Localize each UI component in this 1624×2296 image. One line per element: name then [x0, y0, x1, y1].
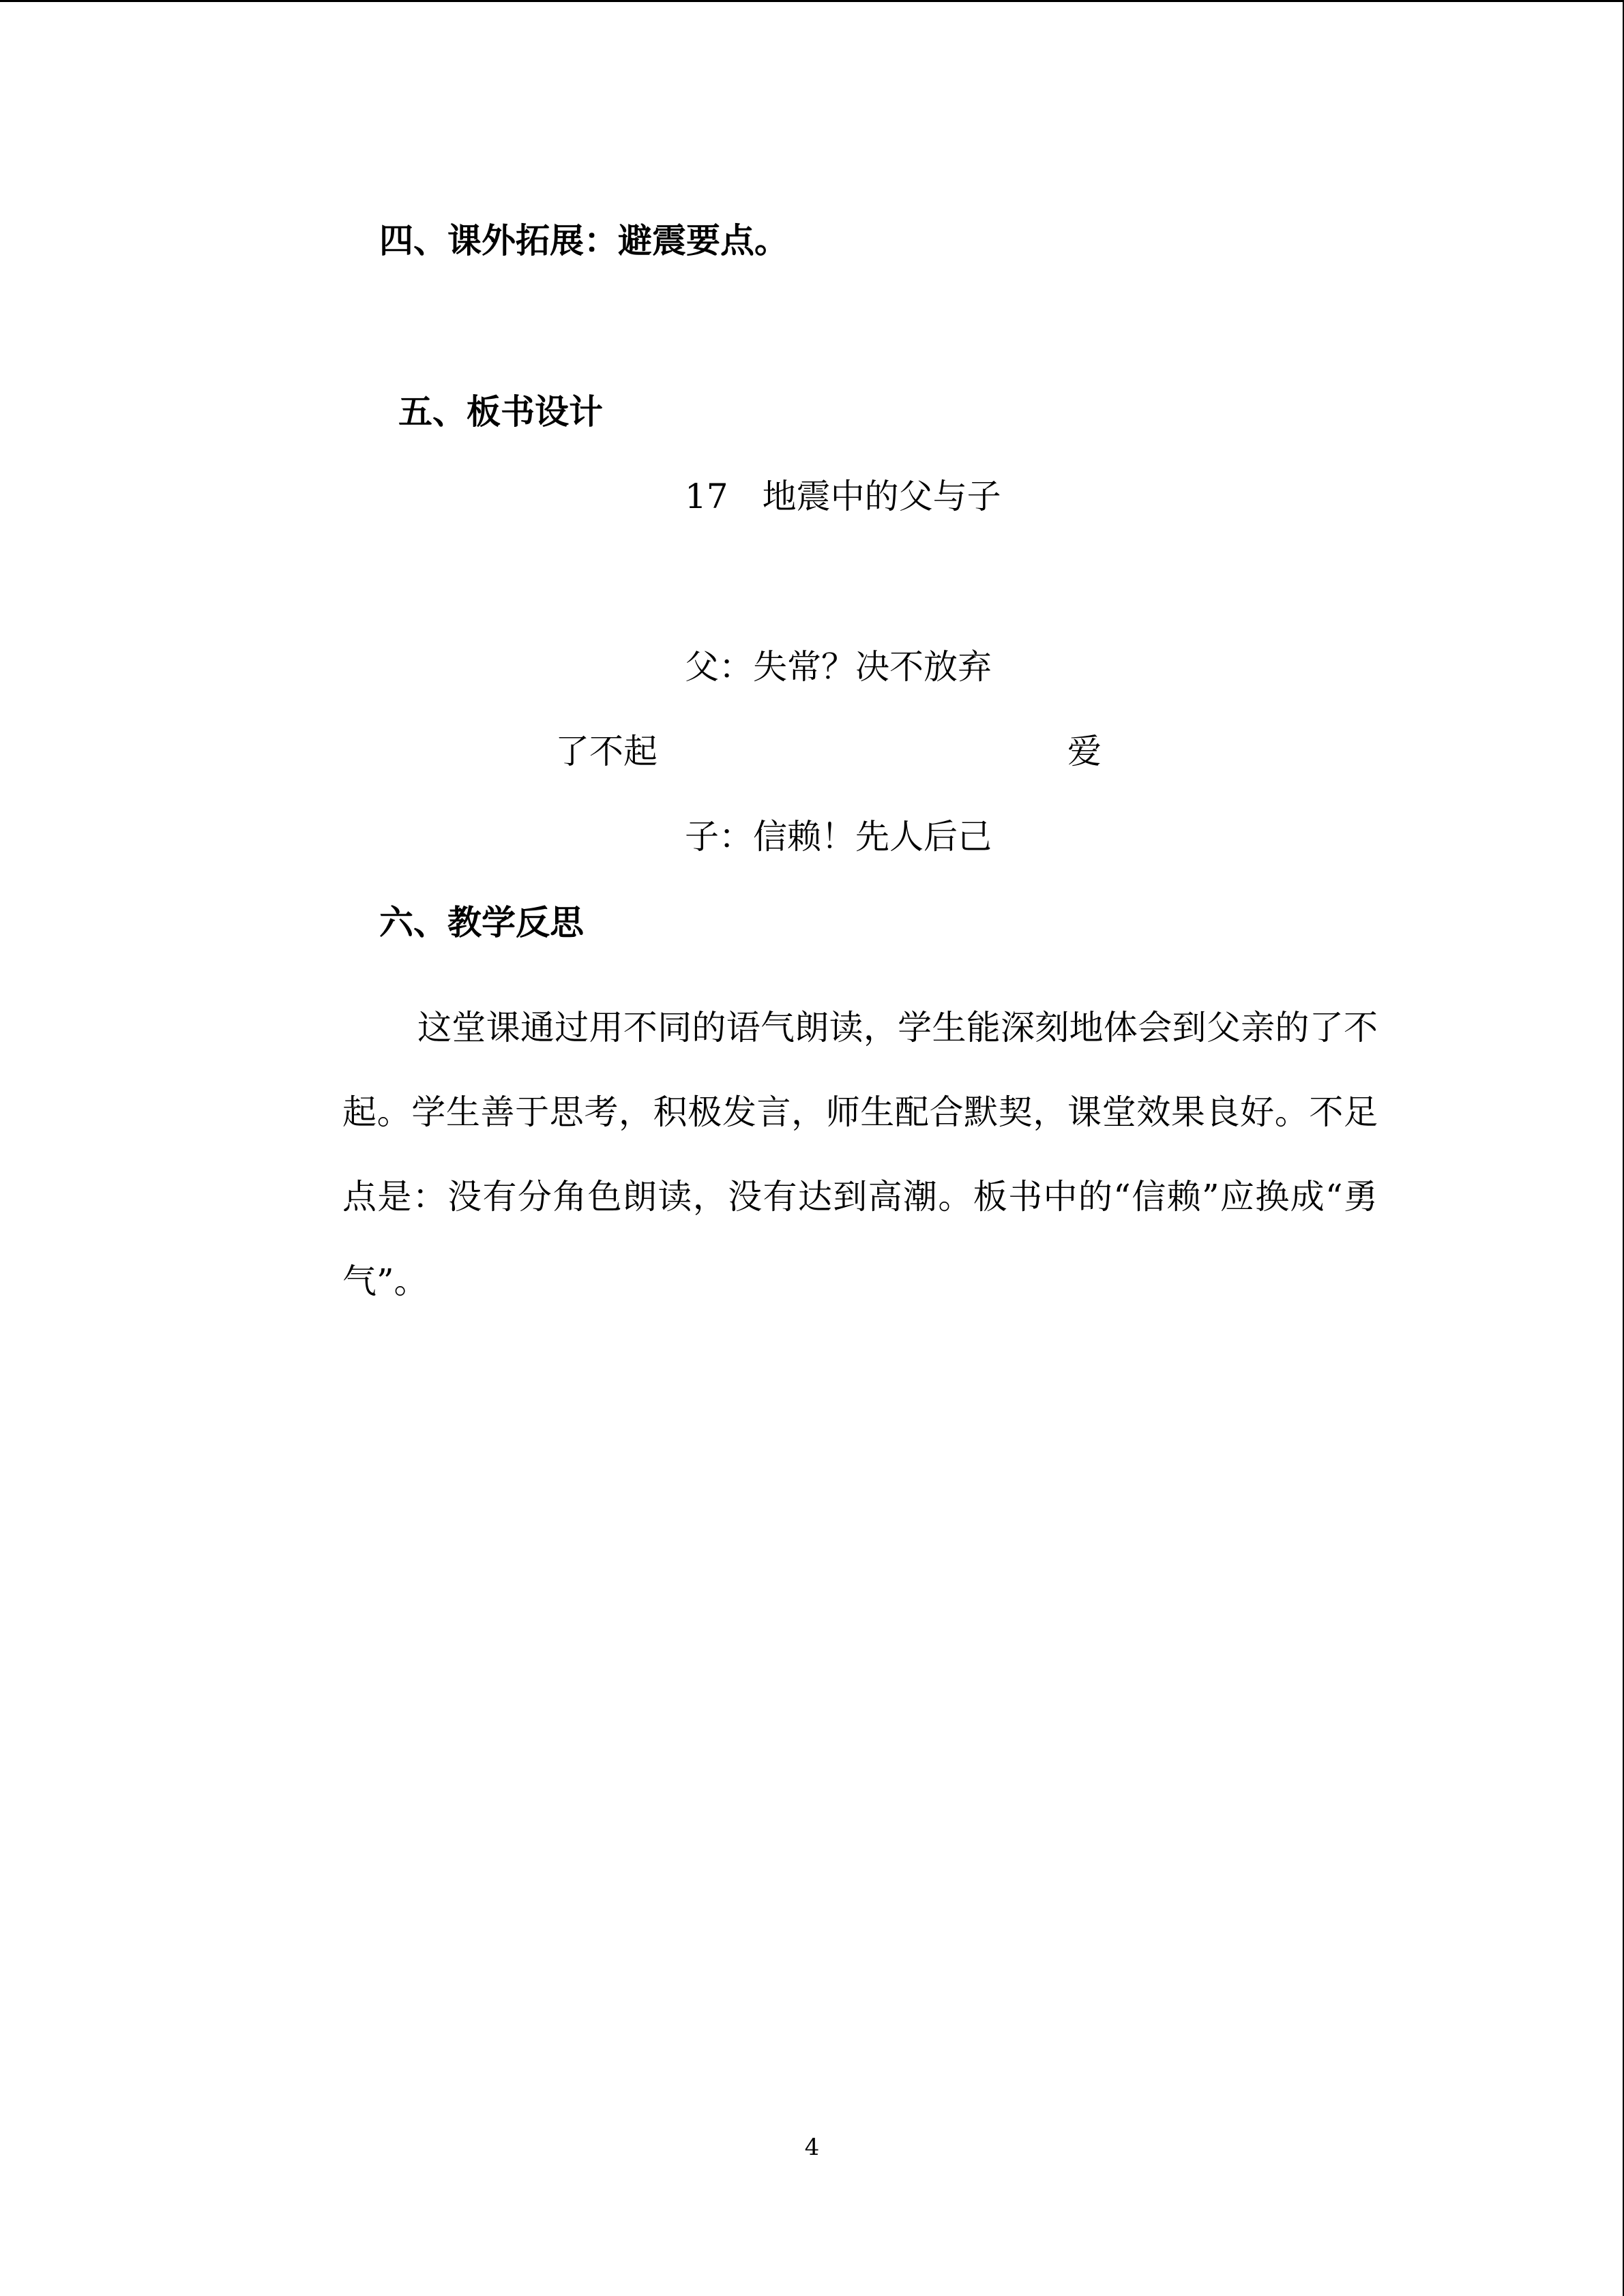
board-design-heading: 五、板书设计 [398, 392, 603, 432]
extension-heading: 四、课外拓展：避震要点。 [379, 221, 788, 260]
board-lesson-title: 17 地震中的父与子 [685, 477, 1001, 516]
reflection-paragraph: 这堂课通过用不同的语气朗读，学生能深刻地体会到父亲的了不起。学生善于思考，积极发言，师生配合默契，课堂效果良好。不足点是：没有分角色朗读，没有达到高潮。板书中的“信赖”应换成“勇气”。 [342, 1008, 1378, 1301]
board-son-line: 子：信赖！先人后己 [685, 817, 992, 856]
reflection-heading: 六、教学反思 [379, 903, 584, 942]
board-father-line: 父：失常？决不放弃 [685, 647, 992, 687]
board-right-word: 爱 [1067, 732, 1102, 771]
page-number: 4 [804, 2134, 820, 2161]
board-left-word: 了不起 [555, 732, 658, 771]
